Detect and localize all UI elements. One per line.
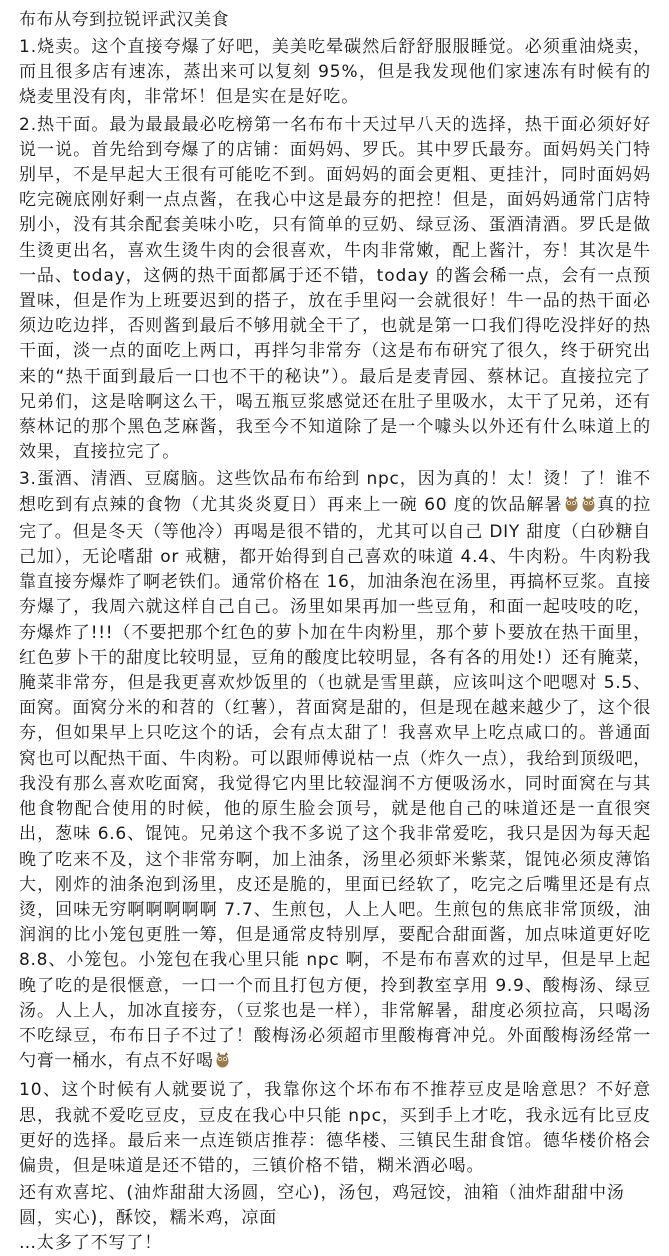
section-doupi — [19, 1078, 651, 1179]
owl-emoji-icon — [563, 495, 580, 520]
extra-list: 还有欢喜坨、(油炸甜甜大汤圆，空心)，汤包，鸡冠饺，油箱（油炸甜甜中汤圆，实心)，酥饺，糯米鸡，凉面 — [19, 1183, 625, 1229]
owl-emoji-icon — [580, 495, 597, 520]
section-doupi-text: 10、这个时候有人就要说了，我靠你这个坏布布不推荐豆皮是啥意思？不好意思，我就不爱吃豆皮，豆皮在我心中只能 npc，买到手上才吃，我永远有比豆皮更好的选择。最后来一点连锁店推荐：德华楼、三镇民生甜食馆。德华楼价格会偏贵，但是味道是还不错的，三镇价格不错，糊米酒必喝。 — [19, 1080, 651, 1176]
ending-note: …太多了不写了！ — [19, 1233, 163, 1254]
owl-emoji-icon — [214, 1051, 231, 1076]
section-reganmian-text: 2.热干面。最为最最最必吃榜第一名布布十天过早八天的选择，热干面必须好好说一说。首先给到夸爆了的店铺：面妈妈、罗氏。其中罗氏最夯。面妈妈关门特别早，不是早起大王很有可能吃不到。面妈妈的面会更粗、更挂汁，同时面妈妈吃完碗底刚好剩一点点酱，在我心中这是最夯的把控！但是，面妈妈通常门店特别小，没有其余配套美味小吃，只有简单的豆奶、绿豆汤、蛋酒清酒。罗氏是做生烫更出名，喜欢生烫牛肉的会很喜欢，牛肉非常嫩，配上酱汁，夯！其次是牛一品、today，这俩的热干面都属于还不错，today 的酱会稀一点，会有一点预置味，但是作为上班要迟到的搭子，放在手里闷一会就很好！牛一品的热干面必须边吃边拌，否则酱到最后不够用就全干了，也就是第一口我们得吃没拌好的热干面，淡一点的面吃上两口，再拌匀非常夯（这是布布研究了很久，终于研究出来的“热干面到最后一口也不干的秘诀”）。最后是麦青园、蔡林记。直接拉完了兄弟们，这是啥啊这么干，喝五瓶豆浆感觉还在肚子里吸水，太干了兄弟，还有蔡林记的那个黑色芝麻酱，我至今不知道除了是一个噱头以外还有什么味道上的效果，直接拉完了。 — [19, 114, 651, 463]
section-drinks — [19, 467, 651, 1076]
section-reganmian — [19, 113, 651, 466]
section-drinks-text-b: 真的拉完了。但是冬天（等他冷）再喝是很不错的，尤其可以自己 DIY 甜度（白砂糖自己加），无论嗜甜 or 戒糖，都开始得到自己喜欢的味道 4.4、牛肉粉。牛肉粉我靠直接夯爆炸了啊老铁们。通常价格在 16，加油条泡在汤里，再搞杯豆浆。直接夯爆了，我周六就这样自己自己。汤里如果再加一些豆角，和面一起吱吱的吃，夯爆炸了!!!（不要把那个红色的萝卜加在牛肉粉里，那个萝卜要放在热干面里，红色萝卜干的甜度比较明显，豆角的酸度比较明显，各有各的用处!）还有腌菜，腌菜非常夯，但是我更喜欢炒饭里的（也就是雪里蕻，应该叫这个吧嗯对 5.5、面窝。面窝分米的和苕的（红薯），苕面窝是甜的，但是现在越来越少了，这个很夯，但如果早上只吃这个的话，会有点太甜了！我喜欢早上吃点咸口的。普通面窝也可以配热干面、牛肉粉。可以跟师傅说枯一点（炸久一点），我给到顶级吧，我没有那么喜欢吃面窝，我觉得它内里比较湿润不方便吸汤水，同时面窝在与其他食物配合使用的时候，他的原生脸会顶号，就是他自己的味道还是一直很突出，葱味 6.6、馄饨。兄弟这个我不多说了这个我非常爱吃，我只是因为每天起晚了吃来不及，这个非常夯啊，加上油条，汤里必须虾米紫菜，馄饨必须皮薄馅大，刚炸的油条泡到汤里，皮还是脆的，里面已经软了，吃完之后嘴里还是有点烫，回味无穷啊啊啊啊啊 7.7、生煎包，人上人吧。生煎包的焦底非常顶级，油润润的比小笼包更胜一筹，但是通常皮特别厚，要配合甜面酱，加点味道更好吃 8.8、小笼包。小笼包在我心里只能 npc 啊，不是布布喜欢的过早，但是早上起晚了吃的是很惬意，一口一个而且打包方便，拎到教室享用 9.9、酸梅汤、绿豆汤。人上人，加冰直接夯，（豆浆也是一样），非常解暑，甜度必须拉高，只喝汤不吃绿豆，布布日子不过了！酸梅汤必须超市里酸梅膏冲兑。外面酸梅汤经常一勺膏一桶水，有点不好喝 — [19, 494, 651, 1072]
section-shaomai — [19, 35, 651, 111]
section-drinks-text-a: 3.蛋酒、清酒、豆腐脑。这些饮品布布给到 npc，因为真的！太！烫！了！谁不想吃到有点辣的食物（尤其炎炎夏日）再来上一碗 60 度的饮品解暑 — [19, 469, 651, 515]
page-title: 布布从夸到拉锐评武汉美食 — [19, 10, 229, 30]
section-shaomai-text: 1.烧卖。这个直接夸爆了好吧，美美吃晕碳然后舒舒服服睡觉。必须重油烧卖，而且很多店有速冻，蒸出来可以复刻 95%，但是我发现他们家速冻有时候有的烧麦里没有肉，非常坏！但是实在是好吃。 — [19, 37, 651, 108]
